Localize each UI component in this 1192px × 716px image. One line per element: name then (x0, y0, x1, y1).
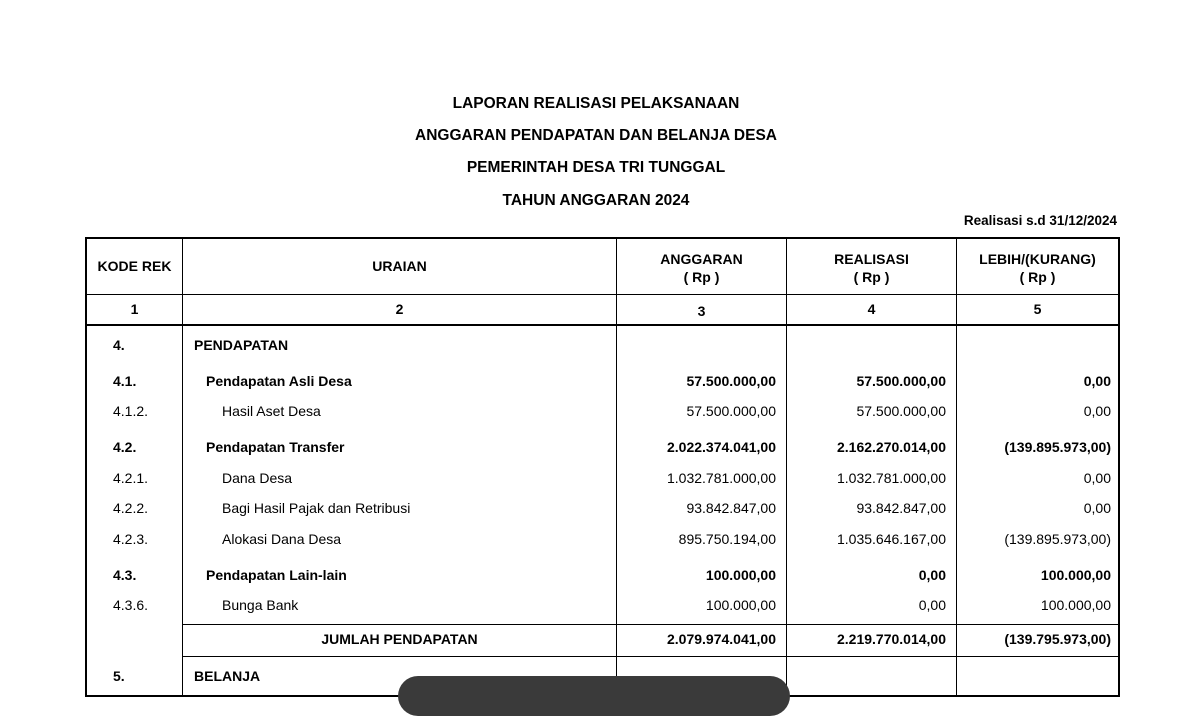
column-header-anggaran-unit: ( Rp ) (683, 269, 720, 285)
report-title-line-4: TAHUN ANGGARAN 2024 (502, 192, 690, 209)
table-row (0, 335, 1192, 355)
row-anggaran: 100.000,00 (705, 597, 776, 613)
column-number: 3 (697, 303, 706, 319)
row-uraian: Hasil Aset Desa (222, 403, 321, 419)
row-realisasi: 57.500.000,00 (856, 373, 946, 389)
row-lebih: (139.895.973,00) (1004, 531, 1111, 547)
header-divider (85, 294, 1120, 295)
row-realisasi: 0,00 (918, 597, 946, 613)
row-kode: 4.2. (113, 439, 137, 455)
column-header-anggaran (617, 250, 786, 286)
column-header-uraian: URAIAN (372, 258, 427, 274)
total-row (0, 629, 1192, 649)
total-label: JUMLAH PENDAPATAN (321, 631, 478, 647)
row-lebih: 100.000,00 (1040, 567, 1111, 583)
report-title-line-2: ANGGARAN PENDAPATAN DAN BELANJA DESA (415, 127, 777, 144)
report-title-line-1: LAPORAN REALISASI PELAKSANAAN (452, 95, 740, 112)
row-realisasi: 0,00 (918, 567, 946, 583)
row-anggaran: 100.000,00 (705, 567, 776, 583)
total-realisasi: 2.219.770.014,00 (837, 631, 946, 647)
row-anggaran: 57.500.000,00 (686, 373, 776, 389)
table-row (0, 437, 1192, 457)
column-number: 5 (1033, 301, 1042, 317)
row-kode: 4. (113, 337, 125, 353)
row-anggaran: 2.022.374.041,00 (667, 439, 776, 455)
row-anggaran: 93.842.847,00 (686, 500, 776, 516)
row-lebih: 0,00 (1083, 373, 1111, 389)
row-kode: 4.1.2. (113, 403, 149, 419)
column-header-kode: KODE REK (97, 258, 172, 274)
column-header-realisasi-label: REALISASI (834, 251, 909, 267)
row-lebih: 100.000,00 (1040, 597, 1111, 613)
row-kode: 4.2.2. (113, 500, 149, 516)
row-lebih: 0,00 (1083, 403, 1111, 419)
row-anggaran: 57.500.000,00 (686, 403, 776, 419)
row-kode: 4.1. (113, 373, 137, 389)
table-row (0, 595, 1192, 615)
row-uraian: Bunga Bank (222, 597, 299, 613)
row-realisasi: 2.162.270.014,00 (837, 439, 946, 455)
column-number: 2 (395, 301, 404, 317)
column-header-anggaran-label: ANGGARAN (660, 251, 743, 267)
row-realisasi: 1.032.781.000,00 (837, 470, 946, 486)
row-uraian: Pendapatan Transfer (206, 439, 345, 455)
row-uraian: BELANJA (194, 668, 261, 684)
column-number: 4 (867, 301, 876, 317)
row-realisasi: 93.842.847,00 (856, 500, 946, 516)
row-uraian: PENDAPATAN (194, 337, 289, 353)
row-uraian: Dana Desa (222, 470, 293, 486)
table-row (0, 371, 1192, 391)
table-row (0, 529, 1192, 549)
row-kode: 4.3. (113, 567, 137, 583)
total-anggaran: 2.079.974.041,00 (667, 631, 776, 647)
row-anggaran: 1.032.781.000,00 (667, 470, 776, 486)
column-header-lebih-unit: ( Rp ) (1019, 269, 1056, 285)
row-uraian: Pendapatan Lain-lain (206, 567, 347, 583)
row-anggaran: 895.750.194,00 (678, 531, 776, 547)
row-lebih: 0,00 (1083, 470, 1111, 486)
row-uraian: Bagi Hasil Pajak dan Retribusi (222, 500, 411, 516)
row-kode: 4.3.6. (113, 597, 149, 613)
column-header-lebih (957, 250, 1118, 286)
row-lebih: 0,00 (1083, 500, 1111, 516)
viewer-toolbar[interactable] (398, 676, 790, 716)
column-header-lebih-label: LEBIH/(KURANG) (979, 251, 1096, 267)
row-kode: 4.2.1. (113, 470, 149, 486)
row-uraian: Pendapatan Asli Desa (206, 373, 352, 389)
column-header-realisasi (787, 250, 956, 286)
table-row (0, 498, 1192, 518)
header-divider (85, 324, 1120, 326)
table-row (0, 565, 1192, 585)
row-kode: 4.2.3. (113, 531, 149, 547)
row-uraian: Alokasi Dana Desa (222, 531, 342, 547)
row-realisasi: 1.035.646.167,00 (837, 531, 946, 547)
column-number: 1 (130, 301, 139, 317)
report-title-line-3: PEMERINTAH DESA TRI TUNGGAL (466, 159, 726, 176)
column-header-realisasi-unit: ( Rp ) (853, 269, 890, 285)
table-row (0, 468, 1192, 488)
report-period: Realisasi s.d 31/12/2024 (963, 213, 1117, 228)
table-row (0, 401, 1192, 421)
row-lebih: (139.895.973,00) (1004, 439, 1111, 455)
total-lebih: (139.795.973,00) (1004, 631, 1111, 647)
row-kode: 5. (113, 668, 125, 684)
row-realisasi: 57.500.000,00 (856, 403, 946, 419)
